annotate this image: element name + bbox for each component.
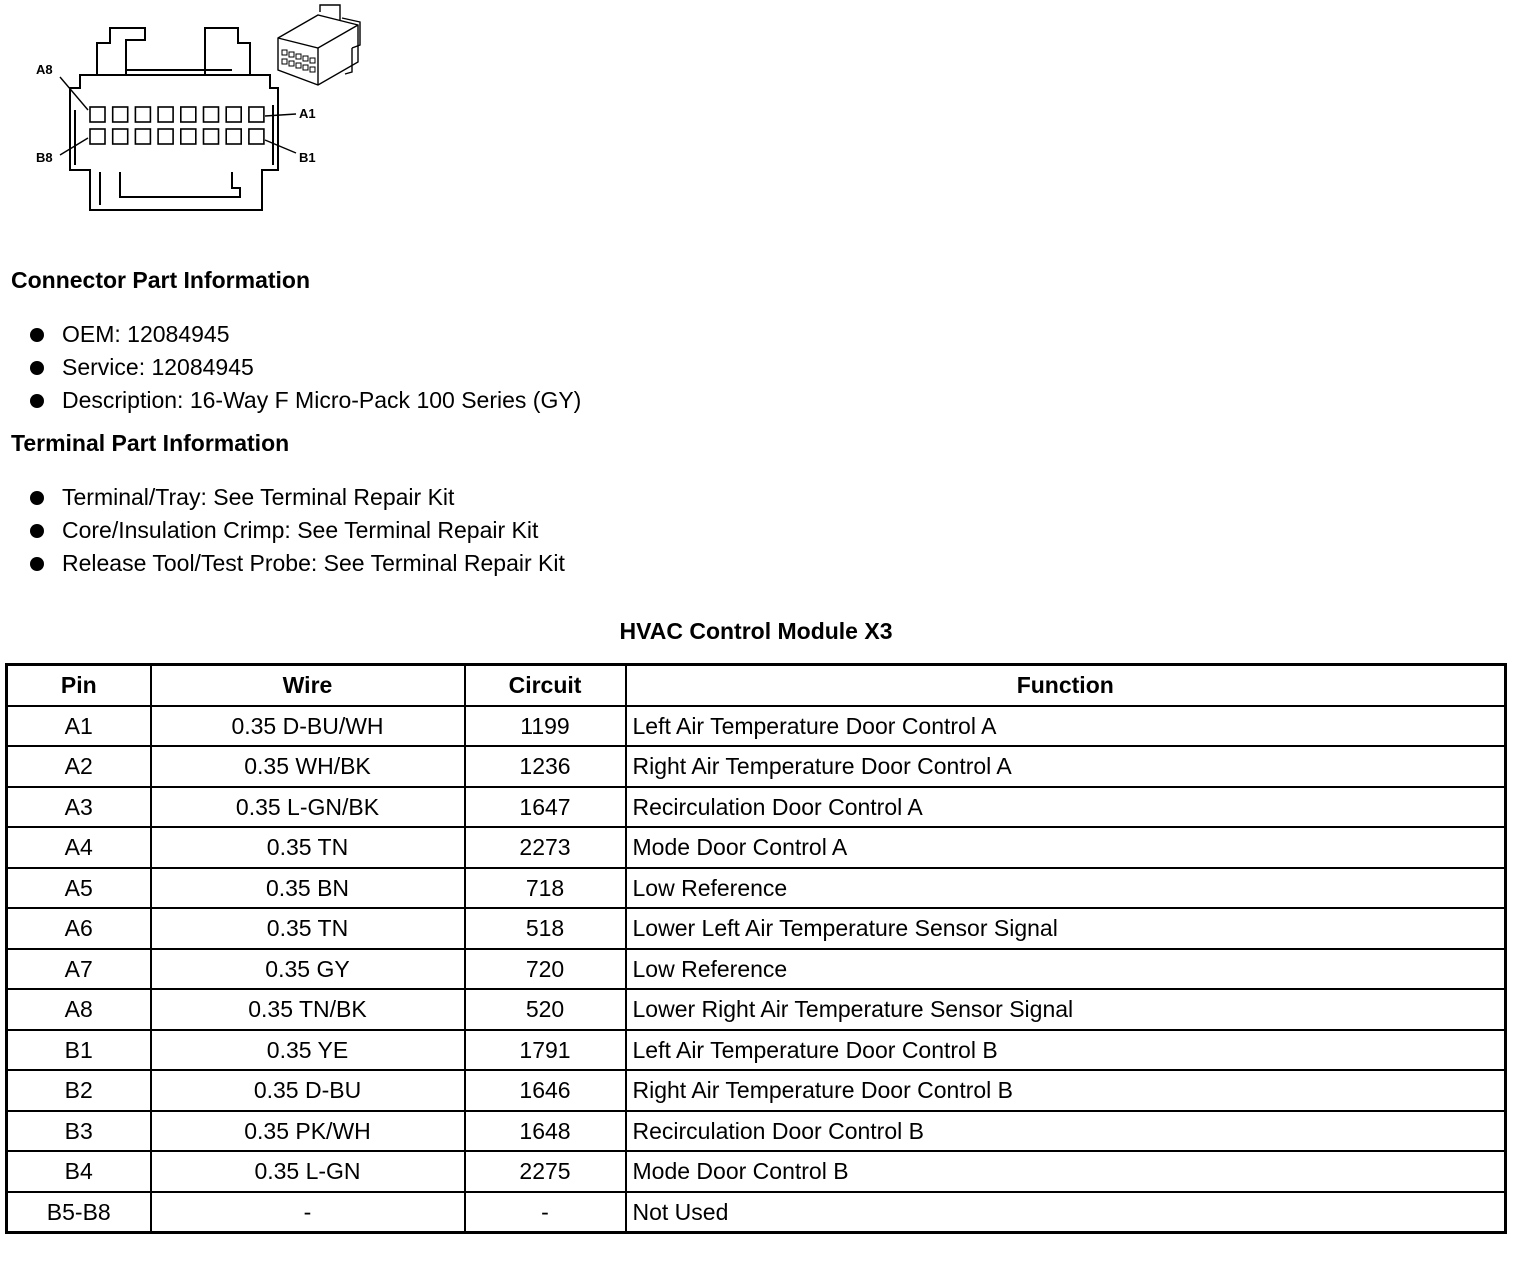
cell-wire: - — [151, 1192, 465, 1233]
cell-circuit: 1236 — [465, 746, 626, 787]
cell-function: Left Air Temperature Door Control A — [626, 706, 1506, 747]
connector-cavity — [158, 129, 173, 144]
cell-pin: A6 — [7, 908, 151, 949]
table-header-row — [7, 665, 1506, 706]
bullet-icon — [30, 394, 44, 408]
connector-cavity — [90, 129, 105, 144]
table-row — [7, 949, 1506, 990]
cell-pin: A7 — [7, 949, 151, 990]
cell-pin: B4 — [7, 1151, 151, 1192]
cell-wire: 0.35 D-BU — [151, 1070, 465, 1111]
cell-pin: B2 — [7, 1070, 151, 1111]
cell-function: Low Reference — [626, 949, 1506, 990]
cell-function: Mode Door Control B — [626, 1151, 1506, 1192]
table-row — [7, 989, 1506, 1030]
connector-latch-right — [205, 28, 250, 75]
table-row — [7, 1111, 1506, 1152]
label-a8: A8 — [36, 62, 53, 77]
connector-cavity — [226, 107, 241, 122]
cell-function: Recirculation Door Control B — [626, 1111, 1506, 1152]
table-row — [7, 706, 1506, 747]
bullet-icon — [30, 524, 44, 538]
cell-wire: 0.35 L-GN/BK — [151, 787, 465, 828]
cell-pin: A1 — [7, 706, 151, 747]
cell-circuit: 718 — [465, 868, 626, 909]
cell-circuit: 520 — [465, 989, 626, 1030]
connector-cavity — [135, 129, 150, 144]
table-row — [7, 787, 1506, 828]
connector-cavity — [204, 107, 219, 122]
cell-circuit: 1647 — [465, 787, 626, 828]
header-pin: Pin — [7, 665, 151, 706]
connector-3d-view — [278, 5, 360, 85]
cell-pin: A5 — [7, 868, 151, 909]
cell-circuit: 2273 — [465, 827, 626, 868]
list-item: Release Tool/Test Probe: See Terminal Repair Kit — [30, 547, 565, 580]
header-function: Function — [626, 665, 1506, 706]
cell-circuit: 2275 — [465, 1151, 626, 1192]
table-row — [7, 868, 1506, 909]
cell-pin: A8 — [7, 989, 151, 1030]
cell-pin: B1 — [7, 1030, 151, 1071]
cell-wire: 0.35 PK/WH — [151, 1111, 465, 1152]
table-row — [7, 1070, 1506, 1111]
table-row — [7, 746, 1506, 787]
terminal-part-info-title: Terminal Part Information — [11, 430, 290, 456]
bullet-icon — [30, 491, 44, 505]
cell-circuit: 1646 — [465, 1070, 626, 1111]
list-item: Description: 16-Way F Micro-Pack 100 Series (GY) — [30, 384, 581, 417]
cell-wire: 0.35 YE — [151, 1030, 465, 1071]
list-item: OEM: 12084945 — [30, 318, 581, 351]
cell-function: Low Reference — [626, 868, 1506, 909]
label-b1: B1 — [299, 150, 316, 165]
cell-pin: A4 — [7, 827, 151, 868]
bullet-icon — [30, 328, 44, 342]
cell-function: Left Air Temperature Door Control B — [626, 1030, 1506, 1071]
connector-cavity — [158, 107, 173, 122]
cell-wire: 0.35 TN — [151, 908, 465, 949]
cell-function: Mode Door Control A — [626, 827, 1506, 868]
connector-part-info-title: Connector Part Information — [11, 267, 311, 293]
list-item: Service: 12084945 — [30, 351, 581, 384]
table-row — [7, 827, 1506, 868]
cell-circuit: 1648 — [465, 1111, 626, 1152]
cell-pin: B3 — [7, 1111, 151, 1152]
cell-wire: 0.35 TN/BK — [151, 989, 465, 1030]
table-row — [7, 1192, 1506, 1233]
cell-pin: A2 — [7, 746, 151, 787]
cell-wire: 0.35 GY — [151, 949, 465, 990]
connector-cavity — [249, 129, 264, 144]
bullet-icon — [30, 557, 44, 571]
connector-cavity — [181, 107, 196, 122]
cell-function: Not Used — [626, 1192, 1506, 1233]
cell-function: Right Air Temperature Door Control B — [626, 1070, 1506, 1111]
cell-wire: 0.35 TN — [151, 827, 465, 868]
cell-circuit: 518 — [465, 908, 626, 949]
connector-cavity — [226, 129, 241, 144]
header-circuit: Circuit — [465, 665, 626, 706]
table-row — [7, 908, 1506, 949]
cell-wire: 0.35 D-BU/WH — [151, 706, 465, 747]
list-item: Core/Insulation Crimp: See Terminal Repair Kit — [30, 514, 565, 547]
bullet-icon — [30, 361, 44, 375]
cell-wire: 0.35 L-GN — [151, 1151, 465, 1192]
connector-part-list — [30, 318, 581, 417]
cell-function: Recirculation Door Control A — [626, 787, 1506, 828]
connector-cavity — [113, 107, 128, 122]
cell-pin: B5-B8 — [7, 1192, 151, 1233]
table-row — [7, 1030, 1506, 1071]
cell-circuit: - — [465, 1192, 626, 1233]
list-item: Terminal/Tray: See Terminal Repair Kit — [30, 481, 565, 514]
connector-latch-left — [97, 28, 145, 75]
connector-cavity — [135, 107, 150, 122]
table-title: HVAC Control Module X3 — [619, 618, 893, 644]
pinout-table — [5, 663, 1507, 1234]
cell-function: Lower Left Air Temperature Sensor Signal — [626, 908, 1506, 949]
cell-circuit: 1791 — [465, 1030, 626, 1071]
cell-function: Right Air Temperature Door Control A — [626, 746, 1506, 787]
table-row — [7, 1151, 1506, 1192]
label-a1: A1 — [299, 106, 316, 121]
cell-circuit: 1199 — [465, 706, 626, 747]
connector-cavity — [113, 129, 128, 144]
cell-circuit: 720 — [465, 949, 626, 990]
cell-function: Lower Right Air Temperature Sensor Signal — [626, 989, 1506, 1030]
connector-cavity — [249, 107, 264, 122]
cell-wire: 0.35 BN — [151, 868, 465, 909]
header-wire: Wire — [151, 665, 465, 706]
cell-wire: 0.35 WH/BK — [151, 746, 465, 787]
label-b8: B8 — [36, 150, 53, 165]
terminal-part-list — [30, 481, 565, 580]
connector-cavity — [204, 129, 219, 144]
connector-cavity — [90, 107, 105, 122]
connector-diagram — [0, 0, 380, 220]
connector-cavity — [181, 129, 196, 144]
cell-pin: A3 — [7, 787, 151, 828]
